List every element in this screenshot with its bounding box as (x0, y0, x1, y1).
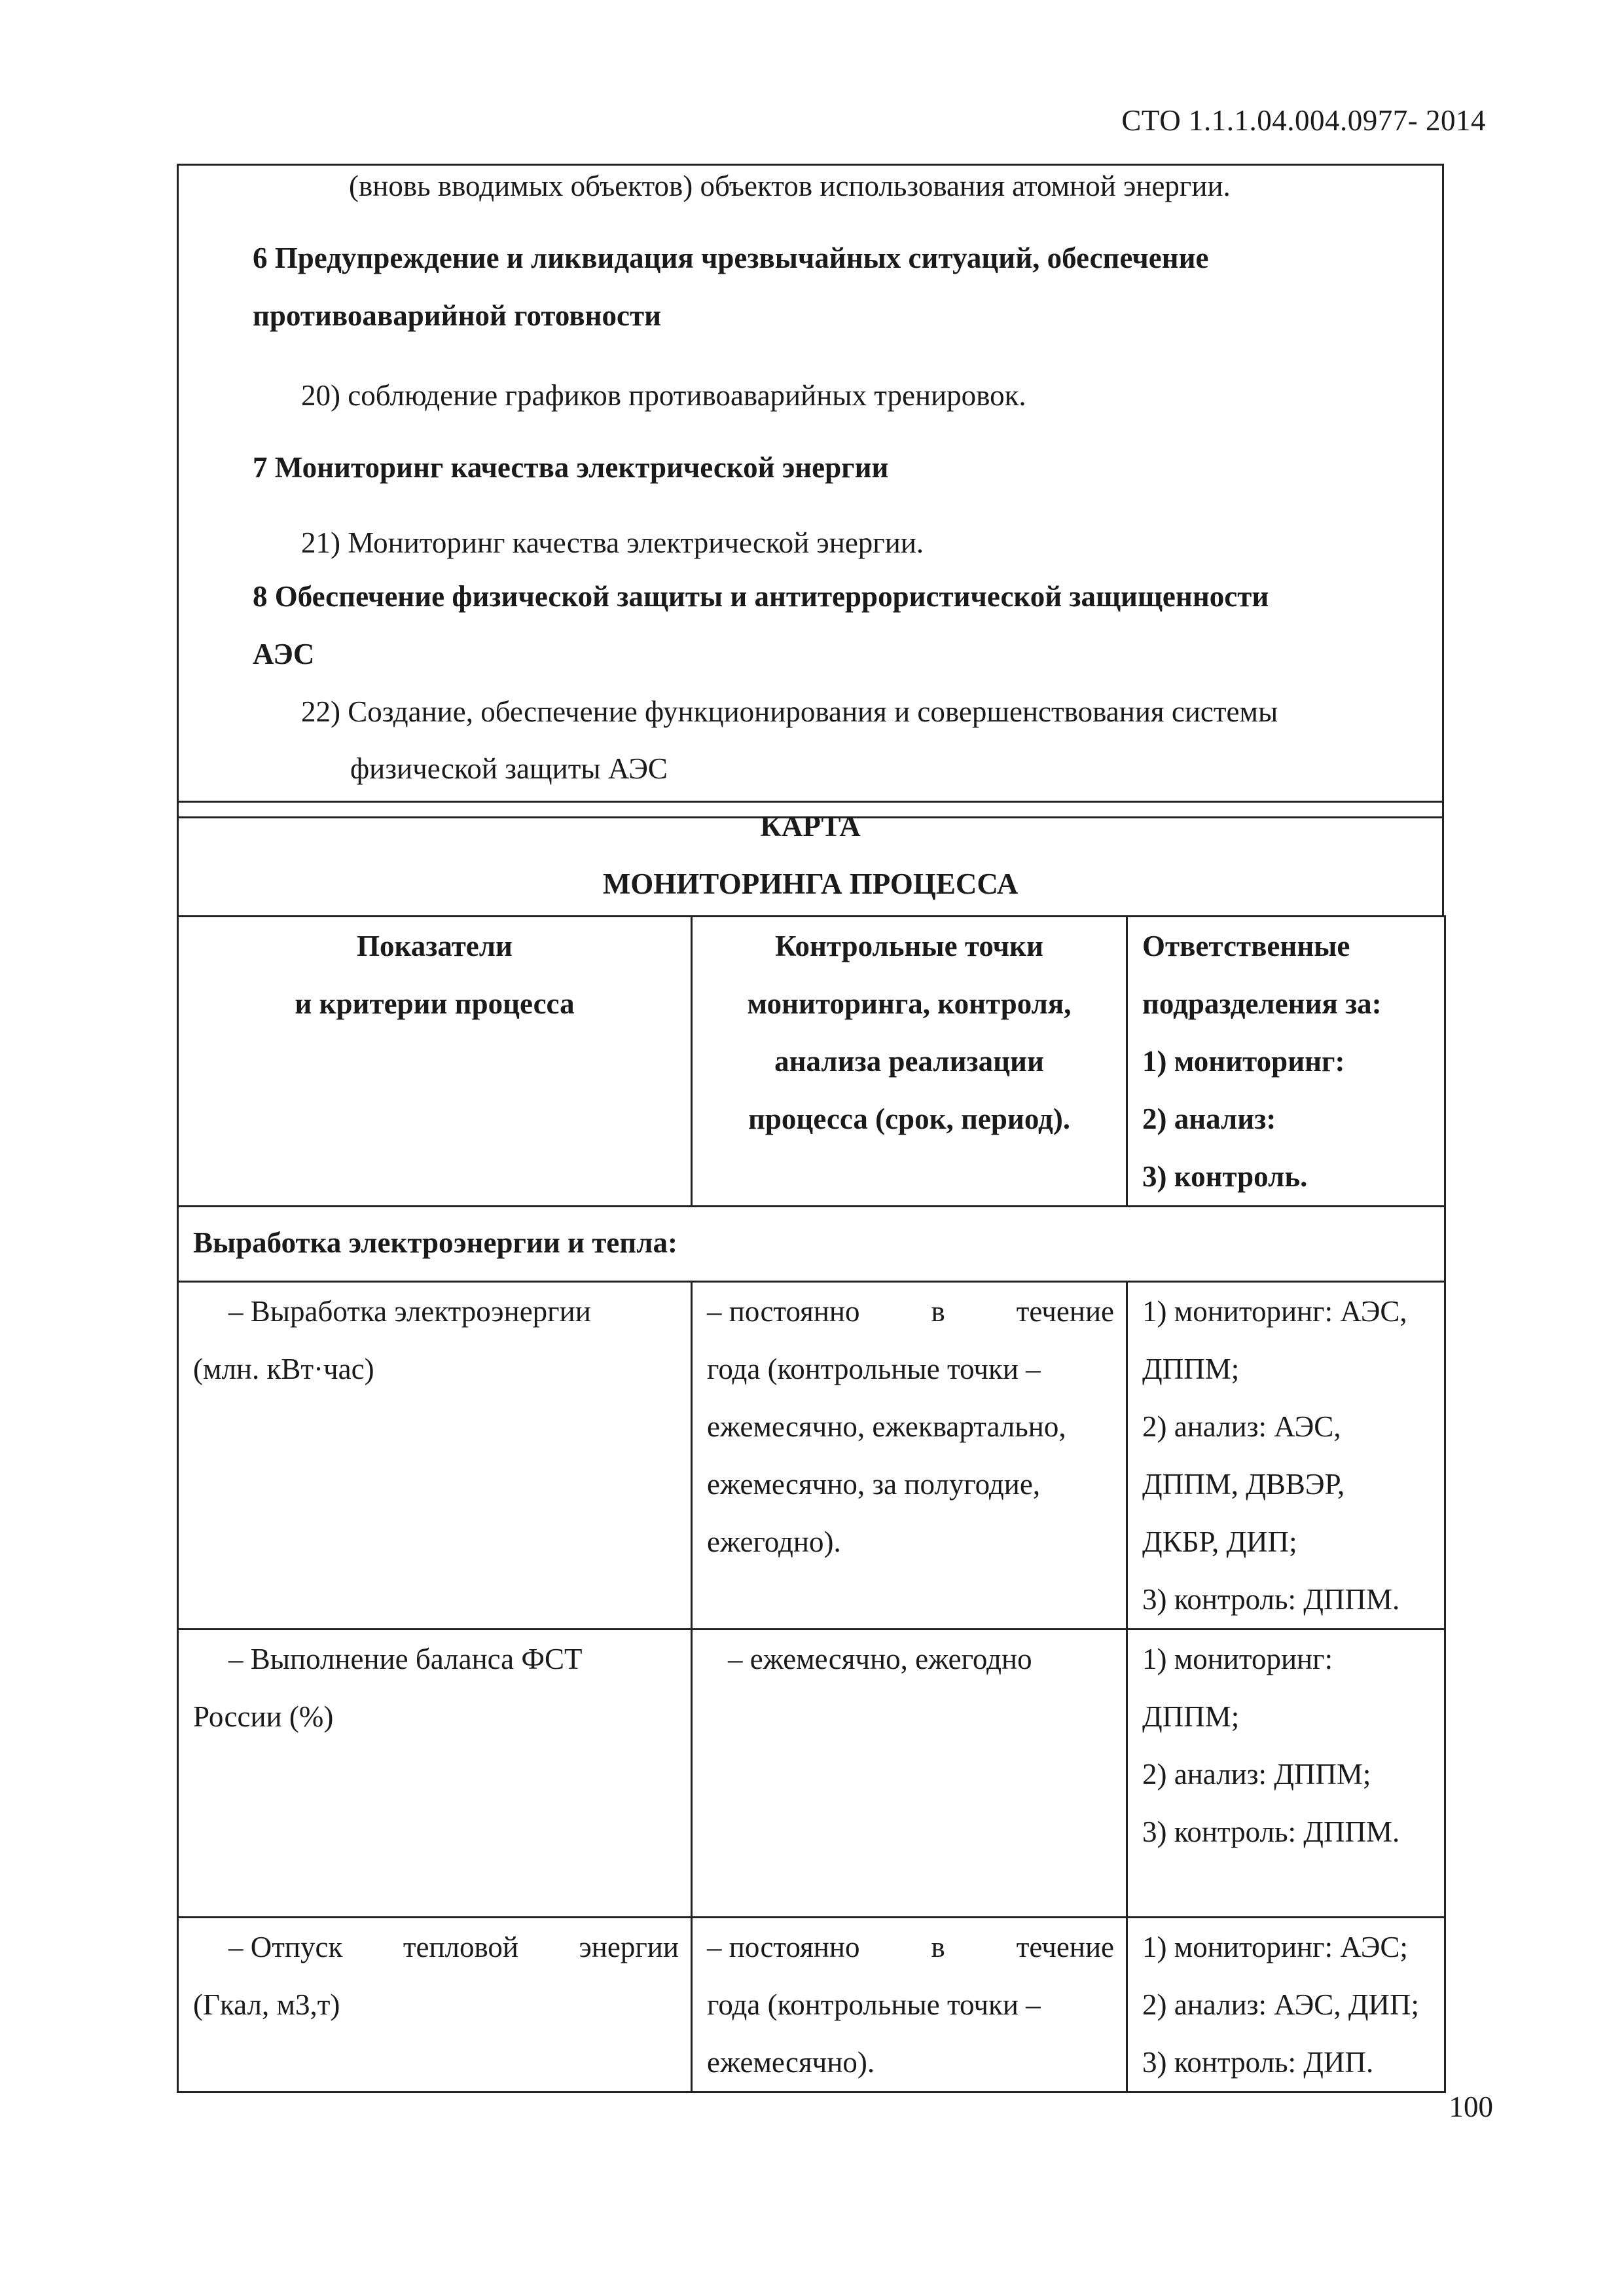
cell-line: России (%) (193, 1700, 334, 1733)
header-line: 3) контроль. (1142, 1160, 1308, 1193)
cell-line: – Выполнение баланса ФСТ (228, 1643, 583, 1675)
cell-line: 3) контроль: ДППМ. (1142, 1815, 1400, 1848)
cell-word: – Отпуск (228, 1931, 343, 1963)
header-line: и критерии процесса (295, 987, 575, 1020)
cell-line: 2) анализ: АЭС, ДИП; (1142, 1988, 1420, 2021)
cell-line: – Выработка электроэнергии (228, 1295, 591, 1328)
cell-line (707, 1918, 1114, 1976)
cell-line: 1) мониторинг: АЭС, (1142, 1295, 1407, 1328)
section-8-item-cont: физической защиты АЭС (350, 752, 668, 785)
indicator-cell (178, 1282, 692, 1630)
section-8-title: 8 Обеспечение физической защиты и антитеррористической защищенности (253, 580, 1269, 613)
cell-line: года (контрольные точки – (707, 1988, 1041, 2021)
cell-line: ДППМ; (1142, 1700, 1240, 1733)
header-line: подразделения за: (1142, 987, 1382, 1020)
control-points-cell (692, 1918, 1127, 2092)
intro-line: (вновь вводимых объектов) объектов использования атомной энергии. (349, 170, 1231, 202)
section-8-title-cont: АЭС (253, 638, 315, 670)
monitoring-map-title (177, 801, 1444, 917)
cell-line: 1) мониторинг: (1142, 1643, 1333, 1675)
cell-line: (Гкал, м3,т) (193, 1988, 340, 2021)
cell-line: 3) контроль: ДИП. (1142, 2046, 1374, 2079)
table-row (178, 1918, 1445, 2092)
cell-line: ДКБР, ДИП; (1142, 1525, 1297, 1558)
monitoring-table (177, 915, 1446, 2093)
section-6-title-cont: противоаварийной готовности (253, 299, 662, 332)
header-line: процесса (срок, период). (748, 1102, 1071, 1135)
cell-line: ежемесячно, ежеквартально, (707, 1410, 1066, 1443)
cell-line: – ежемесячно, ежегодно (728, 1643, 1032, 1675)
cell-line: ДППМ, ДВВЭР, (1142, 1468, 1345, 1501)
cell-word: течение (1016, 1295, 1114, 1328)
table-row (178, 1282, 1445, 1630)
section-row (178, 1207, 1445, 1282)
header-control-points (692, 917, 1127, 1207)
cell-word: в (931, 1295, 945, 1328)
cell-line: 1) мониторинг: АЭС; (1142, 1931, 1408, 1963)
cell-line (707, 1283, 1114, 1340)
cell-word: в (931, 1931, 945, 1963)
indicator-cell (178, 1630, 692, 1918)
control-points-cell (692, 1630, 1127, 1918)
responsible-cell (1127, 1282, 1445, 1630)
cell-word: – постоянно (707, 1295, 860, 1328)
header-line: 2) анализ: (1142, 1102, 1276, 1135)
header-line: Показатели (357, 930, 513, 962)
cell-line: 3) контроль: ДППМ. (1142, 1583, 1400, 1616)
cell-line (193, 1918, 679, 1976)
cell-word: тепловой (403, 1931, 519, 1963)
cell-line: года (контрольные точки – (707, 1353, 1041, 1385)
header-line: мониторинга, контроля, (747, 987, 1072, 1020)
header-line: 1) мониторинг: (1142, 1045, 1345, 1078)
indicator-cell (178, 1918, 692, 2092)
section-label: Выработка электроэнергии и тепла: (178, 1207, 1445, 1282)
cell-line: 2) анализ: АЭС, (1142, 1410, 1341, 1443)
cell-line: ежегодно). (707, 1525, 841, 1558)
map-title-line-1: КАРТА (760, 810, 861, 843)
header-line: Ответственные (1142, 930, 1350, 962)
cell-line: (млн. кВт·час) (193, 1353, 374, 1385)
section-8-item: 22) Создание, обеспечение функционирования и совершенствования системы (301, 695, 1278, 728)
responsible-cell (1127, 1918, 1445, 2092)
cell-word: энергии (579, 1931, 679, 1963)
header-responsible (1127, 917, 1445, 1207)
table-row (178, 1630, 1445, 1918)
page-number: 100 (1449, 2090, 1493, 2123)
cell-line: ежемесячно). (707, 2046, 875, 2079)
cell-line: 2) анализ: ДППМ; (1142, 1758, 1371, 1791)
table-header-row (178, 917, 1445, 1207)
header-indicators (178, 917, 692, 1207)
section-7-item: 21) Мониторинг качества электрической энергии. (301, 526, 924, 559)
map-title-line-2: МОНИТОРИНГА ПРОЦЕССА (602, 867, 1019, 900)
control-points-cell (692, 1282, 1127, 1630)
cell-line: ежемесячно, за полугодие, (707, 1468, 1041, 1501)
header-line: Контрольные точки (775, 930, 1043, 962)
section-7-title: 7 Мониторинг качества электрической энергии (253, 451, 889, 484)
cell-word: течение (1016, 1931, 1114, 1963)
section-6-title: 6 Предупреждение и ликвидация чрезвычайных ситуаций, обеспечение (253, 242, 1209, 274)
sections-frame (177, 164, 1444, 818)
cell-word: – постоянно (707, 1931, 860, 1963)
cell-line: ДППМ; (1142, 1353, 1240, 1385)
header-line: анализа реализации (774, 1045, 1044, 1078)
responsible-cell (1127, 1630, 1445, 1918)
section-6-item: 20) соблюдение графиков противоаварийных тренировок. (301, 379, 1026, 412)
document-code: СТО 1.1.1.04.004.0977- 2014 (1121, 104, 1486, 137)
